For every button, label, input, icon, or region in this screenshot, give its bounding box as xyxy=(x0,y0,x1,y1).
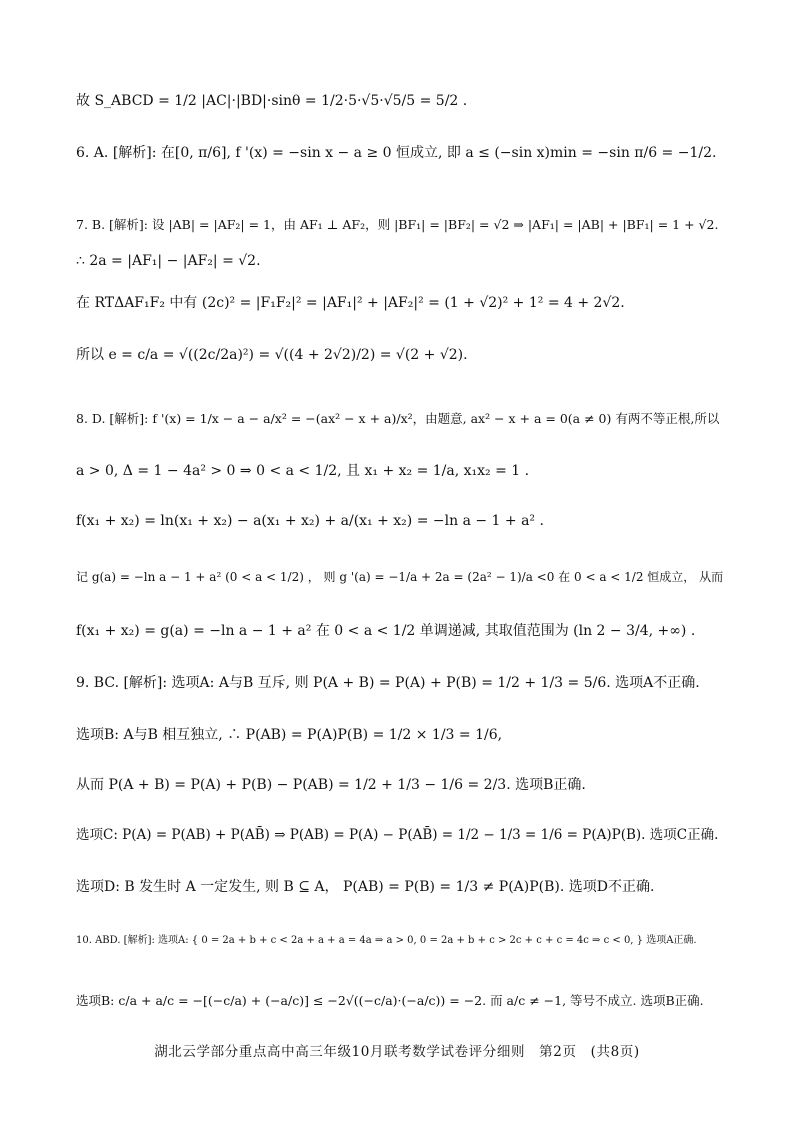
line-q8-e: f(x₁ + x₂) = g(a) = −ln a − 1 + a² 在 0 < a < 1/2 单调递减, 其取值范围为 (ln 2 − 3/4, +∞) . xyxy=(76,623,696,639)
line-q7-b: ∴ 2a = |AF₁| − |AF₂| = √2. xyxy=(76,253,261,269)
line-q9-c: 从而 P(A + B) = P(A) + P(B) − P(AB) = 1/2 + 1/3 − 1/6 = 2/3. 选项B正确. xyxy=(76,777,586,793)
line-q8-a: 8. D. [解析]: f '(x) = 1/x − a − a/x² = −(ax² − x + a)/x²，由题意, ax² − x + a = 0(a ≠ 0) 有两不等正根,所以 xyxy=(76,411,720,426)
line-area-formula: 故 S_ABCD = 1/2 |AC|·|BD|·sinθ = 1/2·5·√5·√5/5 = 5/2 . xyxy=(76,93,468,109)
line-q9-a: 9. BC. [解析]: 选项A: A与B 互斥, 则 P(A + B) = P(A) + P(B) = 1/2 + 1/3 = 5/6. 选项A不正确. xyxy=(76,675,700,691)
line-q10-b: 选项B: c/a + a/c = −[(−c/a) + (−a/c)] ≤ −2√((−c/a)·(−a/c)) = −2. 而 a/c ≠ −1, 等号不成立. 选项B正确. xyxy=(76,993,704,1008)
page-footer: 湖北云学部分重点高中高三年级10月联考数学试卷评分细则 第2页 (共8页) xyxy=(154,1044,640,1060)
line-q7-c: 在 RTΔAF₁F₂ 中有 (2c)² = |F₁F₂|² = |AF₁|² + |AF₂|² = (1 + √2)² + 1² = 4 + 2√2. xyxy=(76,295,625,311)
line-q8-d: 记 g(a) = −ln a − 1 + a² (0 < a < 1/2) ， 则 g '(a) = −1/a + 2a = (2a² − 1)/a <0 在 0 < a < 1/2 恒成立， 从而 xyxy=(76,570,724,584)
line-q10-a: 10. ABD. [解析]: 选项A: { 0 = 2a + b + c < 2a + a + a = 4a ⇒ a > 0, 0 = 2a + b + c > 2c + c + c = 4c ⇒ c < 0, } 选项A正确. xyxy=(76,935,697,946)
line-q7-a: 7. B. [解析]: 设 |AB| = |AF₂| = 1，由 AF₁ ⊥ AF₂，则 |BF₁| = |BF₂| = √2 ⇒ |AF₁| = |AB| + |BF₁| = 1 + √2. xyxy=(76,217,719,232)
line-q9-d: 选项C: P(A) = P(AB) + P(AB̄) ⇒ P(AB) = P(A) − P(AB̄) = 1/2 − 1/3 = 1/6 = P(A)P(B). 选项C正确. xyxy=(76,827,719,843)
line-q8-b: a > 0, Δ = 1 − 4a² > 0 ⇒ 0 < a < 1/2, 且 x₁ + x₂ = 1/a, x₁x₂ = 1 . xyxy=(76,463,530,479)
line-q9-e: 选项D: B 发生时 A 一定发生, 则 B ⊆ A， P(AB) = P(B) = 1/3 ≠ P(A)P(B). 选项D不正确. xyxy=(76,879,655,895)
line-q9-b: 选项B: A与B 相互独立, ∴ P(AB) = P(A)P(B) = 1/2 × 1/3 = 1/6, xyxy=(76,727,503,743)
line-q7-d: 所以 e = c/a = √((2c/2a)²) = √((4 + 2√2)/2) = √(2 + √2). xyxy=(76,347,468,363)
line-q6: 6. A. [解析]: 在[0, π/6], f '(x) = −sin x − a ≥ 0 恒成立, 即 a ≤ (−sin x)min = −sin π/6 = −1/2. xyxy=(76,145,717,161)
line-q8-c: f(x₁ + x₂) = ln(x₁ + x₂) − a(x₁ + x₂) + a/(x₁ + x₂) = −ln a − 1 + a² . xyxy=(76,513,544,529)
